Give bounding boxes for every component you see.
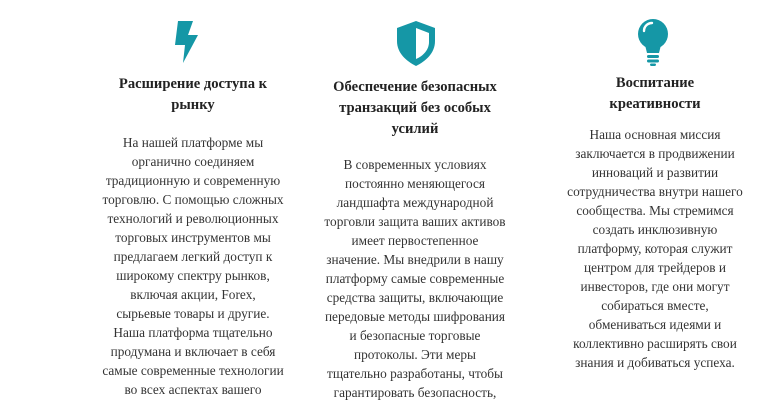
feature-title	[78, 74, 308, 116]
text-line: тщательно разработаны, чтобы	[327, 366, 503, 381]
text-line: продумана и включает в себя	[110, 344, 276, 359]
feature-title-line: усилий	[391, 121, 439, 137]
text-line: торговых инструментов мы	[115, 230, 271, 245]
shield-icon	[394, 19, 438, 67]
text-line: На нашей платформе мы	[122, 135, 264, 150]
text-line: сырьевые товары и другие.	[116, 306, 270, 321]
text-line: передовые методы шифрования	[324, 309, 506, 324]
text-line: торговли защита ваших активов	[324, 214, 506, 229]
lightning-icon	[171, 20, 203, 64]
feature-description	[300, 155, 530, 402]
text-line: включая акции, Forex,	[130, 287, 256, 302]
feature-description	[539, 125, 768, 372]
text-line: сотрудничества внутри нашего	[567, 184, 743, 199]
text-line: платформу, которая служит	[577, 241, 733, 256]
text-line: предлагаем легкий доступ к	[113, 249, 273, 264]
feature-title-line: Воспитание	[615, 75, 695, 91]
feature-title-line: транзакций без особых	[339, 100, 491, 116]
text-line: протоколы. Эти меры	[354, 347, 476, 362]
feature-secure-transactions	[300, 0, 530, 402]
text-line: гарантировать безопасность,	[333, 385, 497, 400]
feature-title-line: рынку	[171, 97, 215, 113]
text-line: В современных условиях	[343, 157, 487, 172]
text-line: обмениваться идеями и	[588, 317, 722, 332]
lightbulb-icon	[635, 18, 671, 66]
text-line: создать инклюзивную	[592, 222, 718, 237]
text-line: во всех аспектах вашего	[124, 382, 262, 397]
text-line: постоянно меняющегося	[344, 176, 486, 191]
text-line: средства защиты, включающие	[326, 290, 504, 305]
feature-title-line: Расширение доступа к	[118, 76, 268, 92]
feature-market-access	[78, 0, 308, 402]
text-line: инвесторов, где они могут	[580, 279, 730, 294]
text-line: центром для трейдеров и	[583, 260, 727, 275]
text-line: широкому спектру рынков,	[116, 268, 270, 283]
feature-title-line: креативности	[609, 96, 701, 112]
text-line: коллективно расширять свои	[573, 336, 737, 351]
text-line: инноваций и развитии	[591, 165, 719, 180]
feature-creativity	[539, 0, 768, 402]
text-line: сообщества. Мы стремимся	[576, 203, 734, 218]
feature-title	[539, 73, 768, 115]
text-line: и безопасные торговые	[349, 328, 481, 343]
text-line: самые современные технологии	[102, 363, 284, 378]
text-line: торговлю. С помощью сложных	[102, 192, 284, 207]
text-line: Наша платформа тщательно	[113, 325, 273, 340]
text-line: технологий и революционных	[107, 211, 279, 226]
text-line: традиционную и современную	[105, 173, 281, 188]
text-line: органично соединяем	[131, 154, 255, 169]
text-line: ландшафта международной	[336, 195, 494, 210]
text-line: значение. Мы внедрили в нашу	[326, 252, 504, 267]
feature-title-line: Обеспечение безопасных	[333, 79, 497, 95]
text-line: платформу самые современные	[325, 271, 505, 286]
feature-title	[300, 77, 530, 140]
feature-description	[78, 133, 308, 399]
text-line: Наша основная миссия	[589, 127, 721, 142]
text-line: заключается в продвижении	[575, 146, 735, 161]
text-line: собираться вместе,	[601, 298, 709, 313]
text-line: имеет первостепенное	[351, 233, 479, 248]
text-line: знания и добиваться успеха.	[575, 355, 735, 370]
